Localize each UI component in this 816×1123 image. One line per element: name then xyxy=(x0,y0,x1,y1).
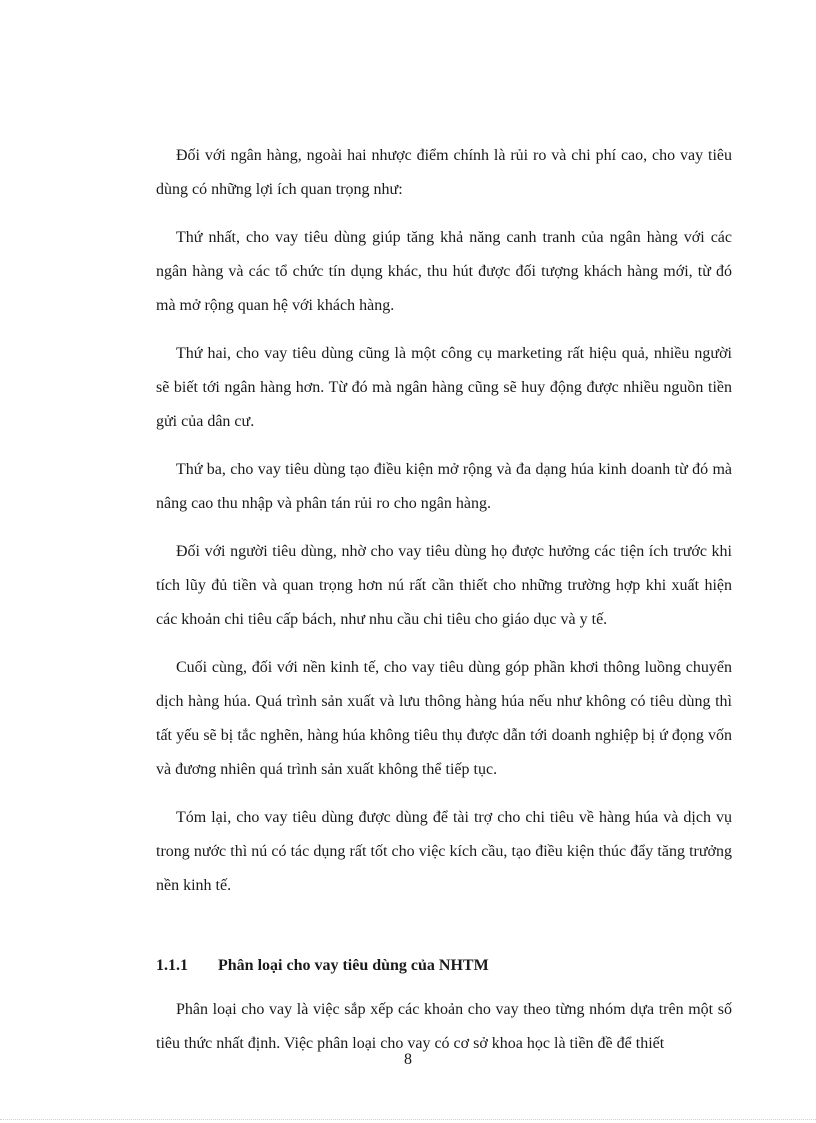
paragraph-second-benefit: Thứ hai, cho vay tiêu dùng cũng là một công cụ marketing rất hiệu quả, nhiều người sẽ biết tới ngân hàng hơn. Từ đó mà ngân hàng cũng sẽ huy động được nhiều nguồn tiền gửi của dân cư. xyxy=(156,345,732,430)
page-content xyxy=(156,139,732,1075)
paragraph-first-benefit: Thứ nhất, cho vay tiêu dùng giúp tăng khả năng canh tranh của ngân hàng với các ngân hàng và các tổ chức tín dụng khác, thu hút được đối tượng khách hàng mới, từ đó mà mở rộng quan hệ với khách hàng. xyxy=(156,229,732,314)
page-number: 8 xyxy=(404,1051,412,1068)
paragraph-bank-benefits: Đối với ngân hàng, ngoài hai nhược điểm chính là rủi ro và chi phí cao, cho vay tiêu dùng có những lợi ích quan trọng như: xyxy=(156,147,732,198)
section-heading xyxy=(156,949,732,983)
section-title: Phân loại cho vay tiêu dùng của NHTM xyxy=(218,957,489,974)
paragraph-summary: Tóm lại, cho vay tiêu dùng được dùng để tài trợ cho chi tiêu về hàng húa và dịch vụ trong nước thì nú có tác dụng rất tốt cho việc kích cầu, tạo điều kiện thúc đẩy tăng trưởng nền kinh tế. xyxy=(156,809,732,894)
page-bottom-divider xyxy=(0,1119,816,1120)
section-number: 1.1.1 xyxy=(156,957,188,974)
paragraph-classification: Phân loại cho vay là việc sắp xếp các khoản cho vay theo từng nhóm dựa trên một số tiêu thức nhất định. Việc phân loại cho vay có cơ sở khoa học là tiền đề để thiết xyxy=(156,1001,732,1052)
paragraph-third-benefit: Thứ ba, cho vay tiêu dùng tạo điều kiện mở rộng và đa dạng húa kinh doanh từ đó mà nâng cao thu nhập và phân tán rủi ro cho ngân hàng. xyxy=(156,461,732,512)
paragraph-consumer-benefits: Đối với người tiêu dùng, nhờ cho vay tiêu dùng họ được hưởng các tiện ích trước khi tích lũy đủ tiền và quan trọng hơn nú rất cần thiết cho những trường hợp khi xuất hiện các khoản chi tiêu cấp bách, như nhu cầu chi tiêu cho giáo dục và y tế. xyxy=(156,543,732,628)
paragraph-economy-benefits: Cuối cùng, đối với nền kinh tế, cho vay tiêu dùng góp phần khơi thông luồng chuyển dịch hàng húa. Quá trình sản xuất và lưu thông hàng húa nếu như không có tiêu dùng thì tất yếu sẽ bị tắc nghẽn, hàng húa không tiêu thụ được dẫn tới doanh nghiệp bị ứ đọng vốn và đương nhiên quá trình sản xuất không thể tiếp tục. xyxy=(156,659,732,778)
